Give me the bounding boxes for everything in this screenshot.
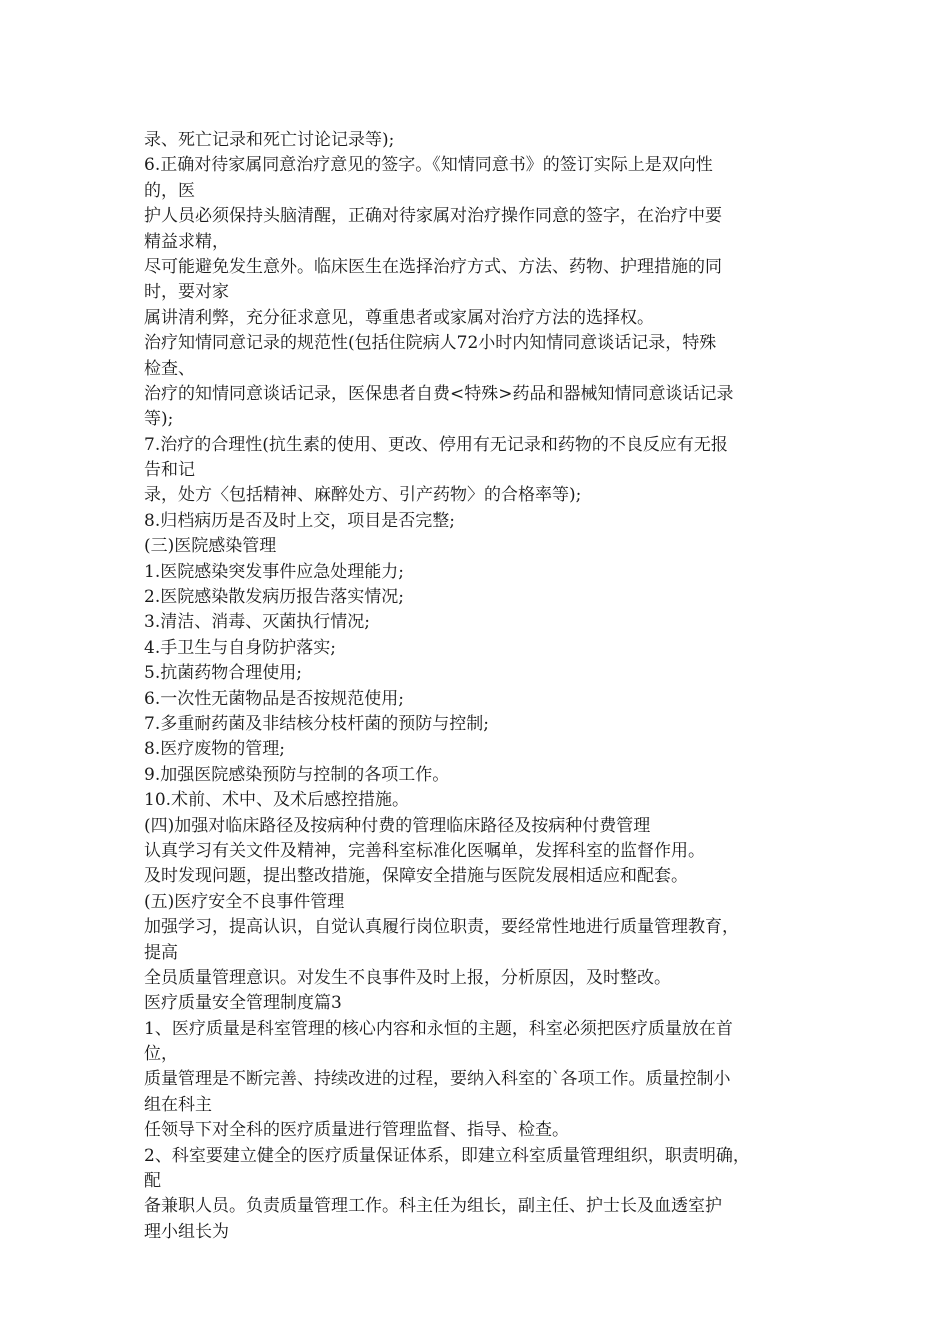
text-line: 告和记 bbox=[144, 460, 195, 481]
text-line: 认真学习有关文件及精神，完善科室标准化医嘱单，发挥科室的监督作用。 bbox=[144, 840, 705, 861]
text-line: 组在科主 bbox=[144, 1094, 212, 1115]
text-line: 加强学习，提高认识，自觉认真履行岗位职责，要经常性地进行质量管理教育， bbox=[144, 917, 739, 938]
list-item: 6.一次性无菌物品是否按规范使用; bbox=[144, 688, 404, 709]
text-line: 1、医疗质量是科室管理的核心内容和永恒的主题，科室必须把医疗质量放在首 bbox=[144, 1018, 733, 1039]
text-line: 7.治疗的合理性(抗生素的使用、更改、停用有无记录和药物的不良反应有无报 bbox=[144, 434, 728, 455]
text-line: 全员质量管理意识。对发生不良事件及时上报，分析原因，及时整改。 bbox=[144, 967, 671, 988]
list-item: 1.医院感染突发事件应急处理能力; bbox=[144, 561, 404, 582]
list-item: 4.手卫生与自身防护落实; bbox=[144, 637, 336, 658]
section-heading: (五)医疗安全不良事件管理 bbox=[144, 891, 345, 912]
text-line: 2、科室要建立健全的医疗质量保证体系，即建立科室质量管理组织，职责明确， bbox=[144, 1145, 750, 1166]
text-line: 6.正确对待家属同意治疗意见的签字。《知情同意书》的签订实际上是双向性 bbox=[144, 155, 713, 176]
section-heading: 医疗质量安全管理制度篇3 bbox=[144, 993, 342, 1014]
list-item: 10.术前、术中、及术后感控措施。 bbox=[144, 790, 410, 811]
list-item: 3.清洁、消毒、灭菌执行情况; bbox=[144, 612, 370, 633]
text-line: 精益求精， bbox=[144, 231, 229, 252]
list-item: 9.加强医院感染预防与控制的各项工作。 bbox=[144, 764, 450, 785]
list-item: 5.抗菌药物合理使用; bbox=[144, 663, 302, 684]
text-line: 治疗的知情同意谈话记录，医保患者自费<特殊>药品和器械知情同意谈话记录 bbox=[144, 383, 734, 404]
list-item: 2.医院感染散发病历报告落实情况; bbox=[144, 587, 404, 608]
text-line: 尽可能避免发生意外。临床医生在选择治疗方式、方法、药物、护理措施的同 bbox=[144, 256, 722, 277]
text-line: 的，医 bbox=[144, 180, 195, 201]
section-heading: (四)加强对临床路径及按病种付费的管理临床路径及按病种付费管理 bbox=[144, 815, 651, 836]
text-line: 录、死亡记录和死亡讨论记录等); bbox=[144, 130, 395, 150]
text-line: 等); bbox=[144, 409, 174, 430]
text-line: 检查、 bbox=[144, 358, 195, 379]
text-line: 护人员必须保持头脑清醒，正确对待家属对治疗操作同意的签字，在治疗中要 bbox=[144, 206, 722, 227]
text-line: 属讲清利弊，充分征求意见，尊重患者或家属对治疗方法的选择权。 bbox=[144, 307, 654, 328]
text-line: 理小组长为 bbox=[144, 1221, 229, 1242]
text-line: 录，处方〈包括精神、麻醉处方、引产药物〉的合格率等); bbox=[144, 485, 582, 506]
text-line: 提高 bbox=[144, 942, 178, 963]
document-body bbox=[144, 128, 834, 1245]
list-item: 8.医疗废物的管理; bbox=[144, 739, 285, 760]
list-item: 7.多重耐药菌及非结核分枝杆菌的预防与控制; bbox=[144, 713, 489, 734]
text-line: 任领导下对全科的医疗质量进行管理监督、指导、检查。 bbox=[144, 1120, 569, 1141]
text-line: 位， bbox=[144, 1044, 178, 1065]
text-line: 治疗知情同意记录的规范性(包括住院病人72小时内知情同意谈话记录，特殊 bbox=[144, 333, 717, 354]
text-line: 及时发现问题，提出整改措施，保障安全措施与医院发展相适应和配套。 bbox=[144, 866, 688, 887]
text-line: 8.归档病历是否及时上交，项目是否完整; bbox=[144, 510, 455, 531]
text-line: 时，要对家 bbox=[144, 282, 229, 303]
text-line: 质量管理是不断完善、持续改进的过程，要纳入科室的`各项工作。质量控制小 bbox=[144, 1069, 731, 1090]
section-heading: (三)医院感染管理 bbox=[144, 536, 277, 557]
text-line: 备兼职人员。负责质量管理工作。科主任为组长，副主任、护士长及血透室护 bbox=[144, 1196, 722, 1217]
text-line: 配 bbox=[144, 1171, 161, 1192]
